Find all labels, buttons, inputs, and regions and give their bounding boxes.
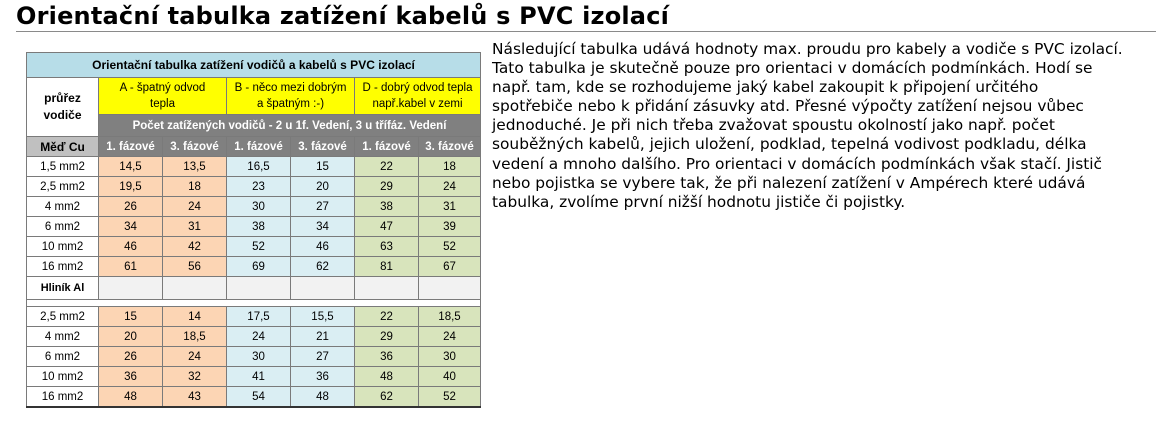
aluminium-header-row	[27, 277, 481, 300]
description-text	[492, 40, 1157, 212]
table-row	[27, 257, 481, 277]
section-cell: 10 mm2	[27, 367, 99, 387]
value-cell: 15	[291, 157, 355, 177]
value-cell: 16,5	[227, 157, 291, 177]
value-cell: 30	[227, 347, 291, 367]
aluminium-label: Hliník Al	[27, 277, 99, 300]
value-cell: 46	[291, 237, 355, 257]
value-cell: 52	[227, 237, 291, 257]
table-row	[27, 387, 481, 408]
table-row	[27, 347, 481, 367]
value-cell: 46	[99, 237, 163, 257]
spacer-cell	[27, 300, 481, 307]
table-row	[27, 217, 481, 237]
empty-cell	[419, 277, 481, 300]
group-a-line1: A - špatný odvod	[119, 82, 206, 94]
value-cell: 26	[99, 197, 163, 217]
description-line: tabulka, zvolíme první nižší hodnotu jističe či pojistky.	[492, 192, 906, 211]
value-cell: 48	[99, 387, 163, 408]
description-line: spotřebiče nebo k přidání zásuvky atd. Přesné výpočty zatížení nejsou vůbec	[492, 97, 1084, 116]
value-cell: 13,5	[163, 157, 227, 177]
value-cell: 24	[163, 347, 227, 367]
group-d-line1: D - dobrý odvod tepla	[362, 82, 473, 94]
description-line: např. tam, kde se rozhodujeme jaký kabel zakoupit k připojení určitého	[492, 78, 1039, 97]
value-cell: 32	[163, 367, 227, 387]
table-title-row	[27, 53, 481, 78]
value-cell: 38	[355, 197, 419, 217]
section-cell: 10 mm2	[27, 237, 99, 257]
group-d-line2: např.kabel v zemi	[372, 98, 463, 110]
load-table	[26, 52, 481, 408]
value-cell: 52	[419, 387, 481, 408]
section-cell: 2,5 mm2	[27, 307, 99, 327]
value-cell: 61	[99, 257, 163, 277]
value-cell: 43	[163, 387, 227, 408]
value-cell: 17,5	[227, 307, 291, 327]
value-cell: 22	[355, 307, 419, 327]
value-cell: 29	[355, 327, 419, 347]
value-cell: 62	[355, 387, 419, 408]
value-cell: 39	[419, 217, 481, 237]
spacer-row	[27, 300, 481, 307]
value-cell: 31	[163, 217, 227, 237]
value-cell: 42	[163, 237, 227, 257]
section-header-line1: průřez	[44, 91, 81, 105]
col-b-3f: 3. fázové	[291, 137, 355, 157]
value-cell: 18,5	[419, 307, 481, 327]
empty-cell	[291, 277, 355, 300]
value-cell: 15	[99, 307, 163, 327]
value-cell: 14,5	[99, 157, 163, 177]
title-divider	[16, 31, 1156, 32]
table-row	[27, 367, 481, 387]
value-cell: 56	[163, 257, 227, 277]
table-row	[27, 157, 481, 177]
empty-cell	[99, 277, 163, 300]
table-row	[27, 307, 481, 327]
value-cell: 30	[419, 347, 481, 367]
section-header-line2: vodiče	[43, 108, 82, 122]
value-cell: 48	[291, 387, 355, 408]
value-cell: 18	[163, 177, 227, 197]
section-cell: 4 mm2	[27, 197, 99, 217]
group-b-line2: a špatným :-)	[256, 98, 325, 110]
copper-header-row	[27, 137, 481, 157]
value-cell: 36	[355, 347, 419, 367]
col-b-1f: 1. fázové	[227, 137, 291, 157]
value-cell: 36	[291, 367, 355, 387]
value-cell: 41	[227, 367, 291, 387]
table-row	[27, 177, 481, 197]
value-cell: 18,5	[163, 327, 227, 347]
section-cell: 6 mm2	[27, 347, 99, 367]
value-cell: 24	[419, 177, 481, 197]
group-a-line2: tepla	[150, 98, 175, 110]
value-cell: 18	[419, 157, 481, 177]
value-cell: 38	[227, 217, 291, 237]
table-title: Orientační tabulka zatížení vodičů a kabelů s PVC izolací	[27, 53, 481, 78]
empty-cell	[163, 277, 227, 300]
value-cell: 26	[99, 347, 163, 367]
group-b-line1: B - něco mezi dobrým	[234, 82, 347, 94]
description-line: Tato tabulka je skutečně pouze pro orientaci v domácích podmínkách. Hodí se	[492, 59, 1093, 78]
value-cell: 36	[99, 367, 163, 387]
value-cell: 69	[227, 257, 291, 277]
section-cell: 1,5 mm2	[27, 157, 99, 177]
section-cell: 6 mm2	[27, 217, 99, 237]
value-cell: 24	[163, 197, 227, 217]
col-d-1f: 1. fázové	[355, 137, 419, 157]
value-cell: 81	[355, 257, 419, 277]
value-cell: 27	[291, 197, 355, 217]
section-cell: 16 mm2	[27, 257, 99, 277]
value-cell: 24	[419, 327, 481, 347]
description-line: souběžných kabelů, jejich uložení, podklad, tepelná vodivost podkladu, délka	[492, 135, 1087, 154]
col-d-3f: 3. fázové	[419, 137, 481, 157]
section-cell: 2,5 mm2	[27, 177, 99, 197]
value-cell: 34	[291, 217, 355, 237]
value-cell: 14	[163, 307, 227, 327]
value-cell: 54	[227, 387, 291, 408]
group-a-header	[99, 78, 227, 115]
value-cell: 27	[291, 347, 355, 367]
group-b-header	[227, 78, 355, 115]
description-line: Následující tabulka udává hodnoty max. proudu pro kabely a vodiče s PVC izolací.	[492, 40, 1123, 58]
empty-cell	[355, 277, 419, 300]
value-cell: 31	[419, 197, 481, 217]
value-cell: 29	[355, 177, 419, 197]
value-cell: 63	[355, 237, 419, 257]
value-cell: 21	[291, 327, 355, 347]
value-cell: 40	[419, 367, 481, 387]
copper-label: Měď Cu	[27, 137, 99, 157]
empty-cell	[227, 277, 291, 300]
value-cell: 52	[419, 237, 481, 257]
value-cell: 15,5	[291, 307, 355, 327]
table-row	[27, 197, 481, 217]
value-cell: 19,5	[99, 177, 163, 197]
description-line: vedení a mnoho dalšího. Pro orientaci v domácích podmínkách však stačí. Jistič	[492, 154, 1102, 173]
value-cell: 62	[291, 257, 355, 277]
table-row	[27, 237, 481, 257]
value-cell: 23	[227, 177, 291, 197]
section-cell: 4 mm2	[27, 327, 99, 347]
value-cell: 24	[227, 327, 291, 347]
value-cell: 67	[419, 257, 481, 277]
value-cell: 47	[355, 217, 419, 237]
section-cell: 16 mm2	[27, 387, 99, 408]
description-line: nebo pojistka se vybere tak, že při nalezení zatížení v Ampérech které udává	[492, 173, 1086, 192]
page-title: Orientační tabulka zatížení kabelů s PVC izolací	[16, 2, 670, 30]
value-cell: 34	[99, 217, 163, 237]
value-cell: 22	[355, 157, 419, 177]
section-header	[27, 78, 99, 137]
value-cell: 20	[99, 327, 163, 347]
group-header-row	[27, 78, 481, 115]
col-a-1f: 1. fázové	[99, 137, 163, 157]
value-cell: 48	[355, 367, 419, 387]
value-cell: 30	[227, 197, 291, 217]
value-cell: 20	[291, 177, 355, 197]
conductor-count-subheader: Počet zatížených vodičů - 2 u 1f. Vedení, 3 u třífáz. Vedení	[99, 115, 481, 137]
table-row	[27, 327, 481, 347]
col-a-3f: 3. fázové	[163, 137, 227, 157]
description-line: jednoduché. Je při nich třeba zvažovat spoustu okolností jako např. počet	[492, 116, 1055, 135]
group-d-header	[355, 78, 481, 115]
